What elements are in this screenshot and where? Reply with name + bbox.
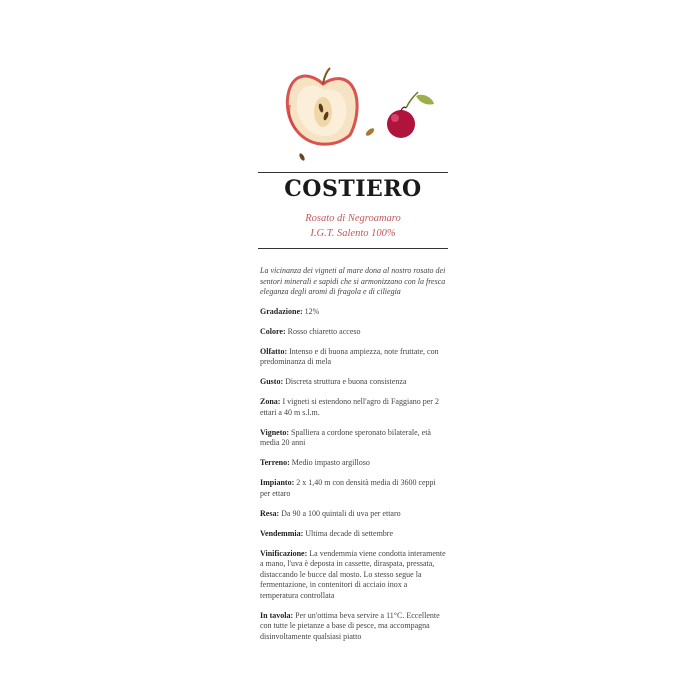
title-rule-bottom <box>258 248 448 249</box>
spec-vendemmia: Vendemmia: Ultima decade di settembre <box>260 528 394 538</box>
subtitle-line-1: Rosato di Negroamaro <box>305 213 401 224</box>
product-title: COSTIERO <box>284 176 422 202</box>
spec-gradazione: Gradazione: 12% <box>260 306 320 316</box>
spec-list <box>260 307 446 643</box>
spec-terreno: Terreno: Medio impasto argilloso <box>260 458 370 467</box>
description-body <box>260 266 446 652</box>
cherry-illustration <box>387 92 434 138</box>
spec-resa: Resa: Da 90 a 100 quintali di uva per ettaro <box>260 508 401 518</box>
intro-text: La vicinanza dei vigneti al mare dona al nostro rosato dei sentori minerali e sapidi che si armonizzano con la fresca eleganza degli aromi di fragola e di ciliegia <box>260 266 446 296</box>
wine-sheet <box>258 0 448 700</box>
product-subtitle <box>258 211 448 241</box>
apple-half-illustration <box>287 68 357 144</box>
title-rule-top <box>258 172 448 173</box>
spec-gusto: Gusto: Discreta struttura e buona consistenza <box>260 377 407 386</box>
spec-vigneto: Vigneto: Spalliera a cordone speronato bilaterale, età media 20 anni <box>260 427 431 447</box>
spec-impianto: Impianto: 2 x 1,40 m con densità media di 3600 ceppi per ettaro <box>260 478 436 498</box>
spec-zona: Zona: I vigneti si estendono nell'agro di Faggiano per 2 ettari a 40 m s.l.m. <box>260 397 439 417</box>
fruit-illustration <box>258 0 448 170</box>
spec-vinificazione: Vinificazione: La vendemmia viene condotta interamente a mano, l'uva è deposta in cassette, diraspata, pressata, distaccando le bucce dal mosto. Lo stesso segue la fermentazione, in contenitori di acciaio inox a temperatura controllata <box>260 548 446 600</box>
subtitle-line-2: I.G.T. Salento 100% <box>310 228 396 239</box>
spec-in-tavola: In tavola: Per un'ottima beva servire a 11°C. Eccellente con tutte le pietanze a base di pesce, ma accompagna disinvoltamente qualsiasi piatto <box>260 610 440 641</box>
spec-colore: Colore: Rosso chiaretto acceso <box>260 326 361 336</box>
spec-olfatto: Olfatto: Intenso e di buona ampiezza, note fruttate, con predominanza di mela <box>260 346 439 366</box>
